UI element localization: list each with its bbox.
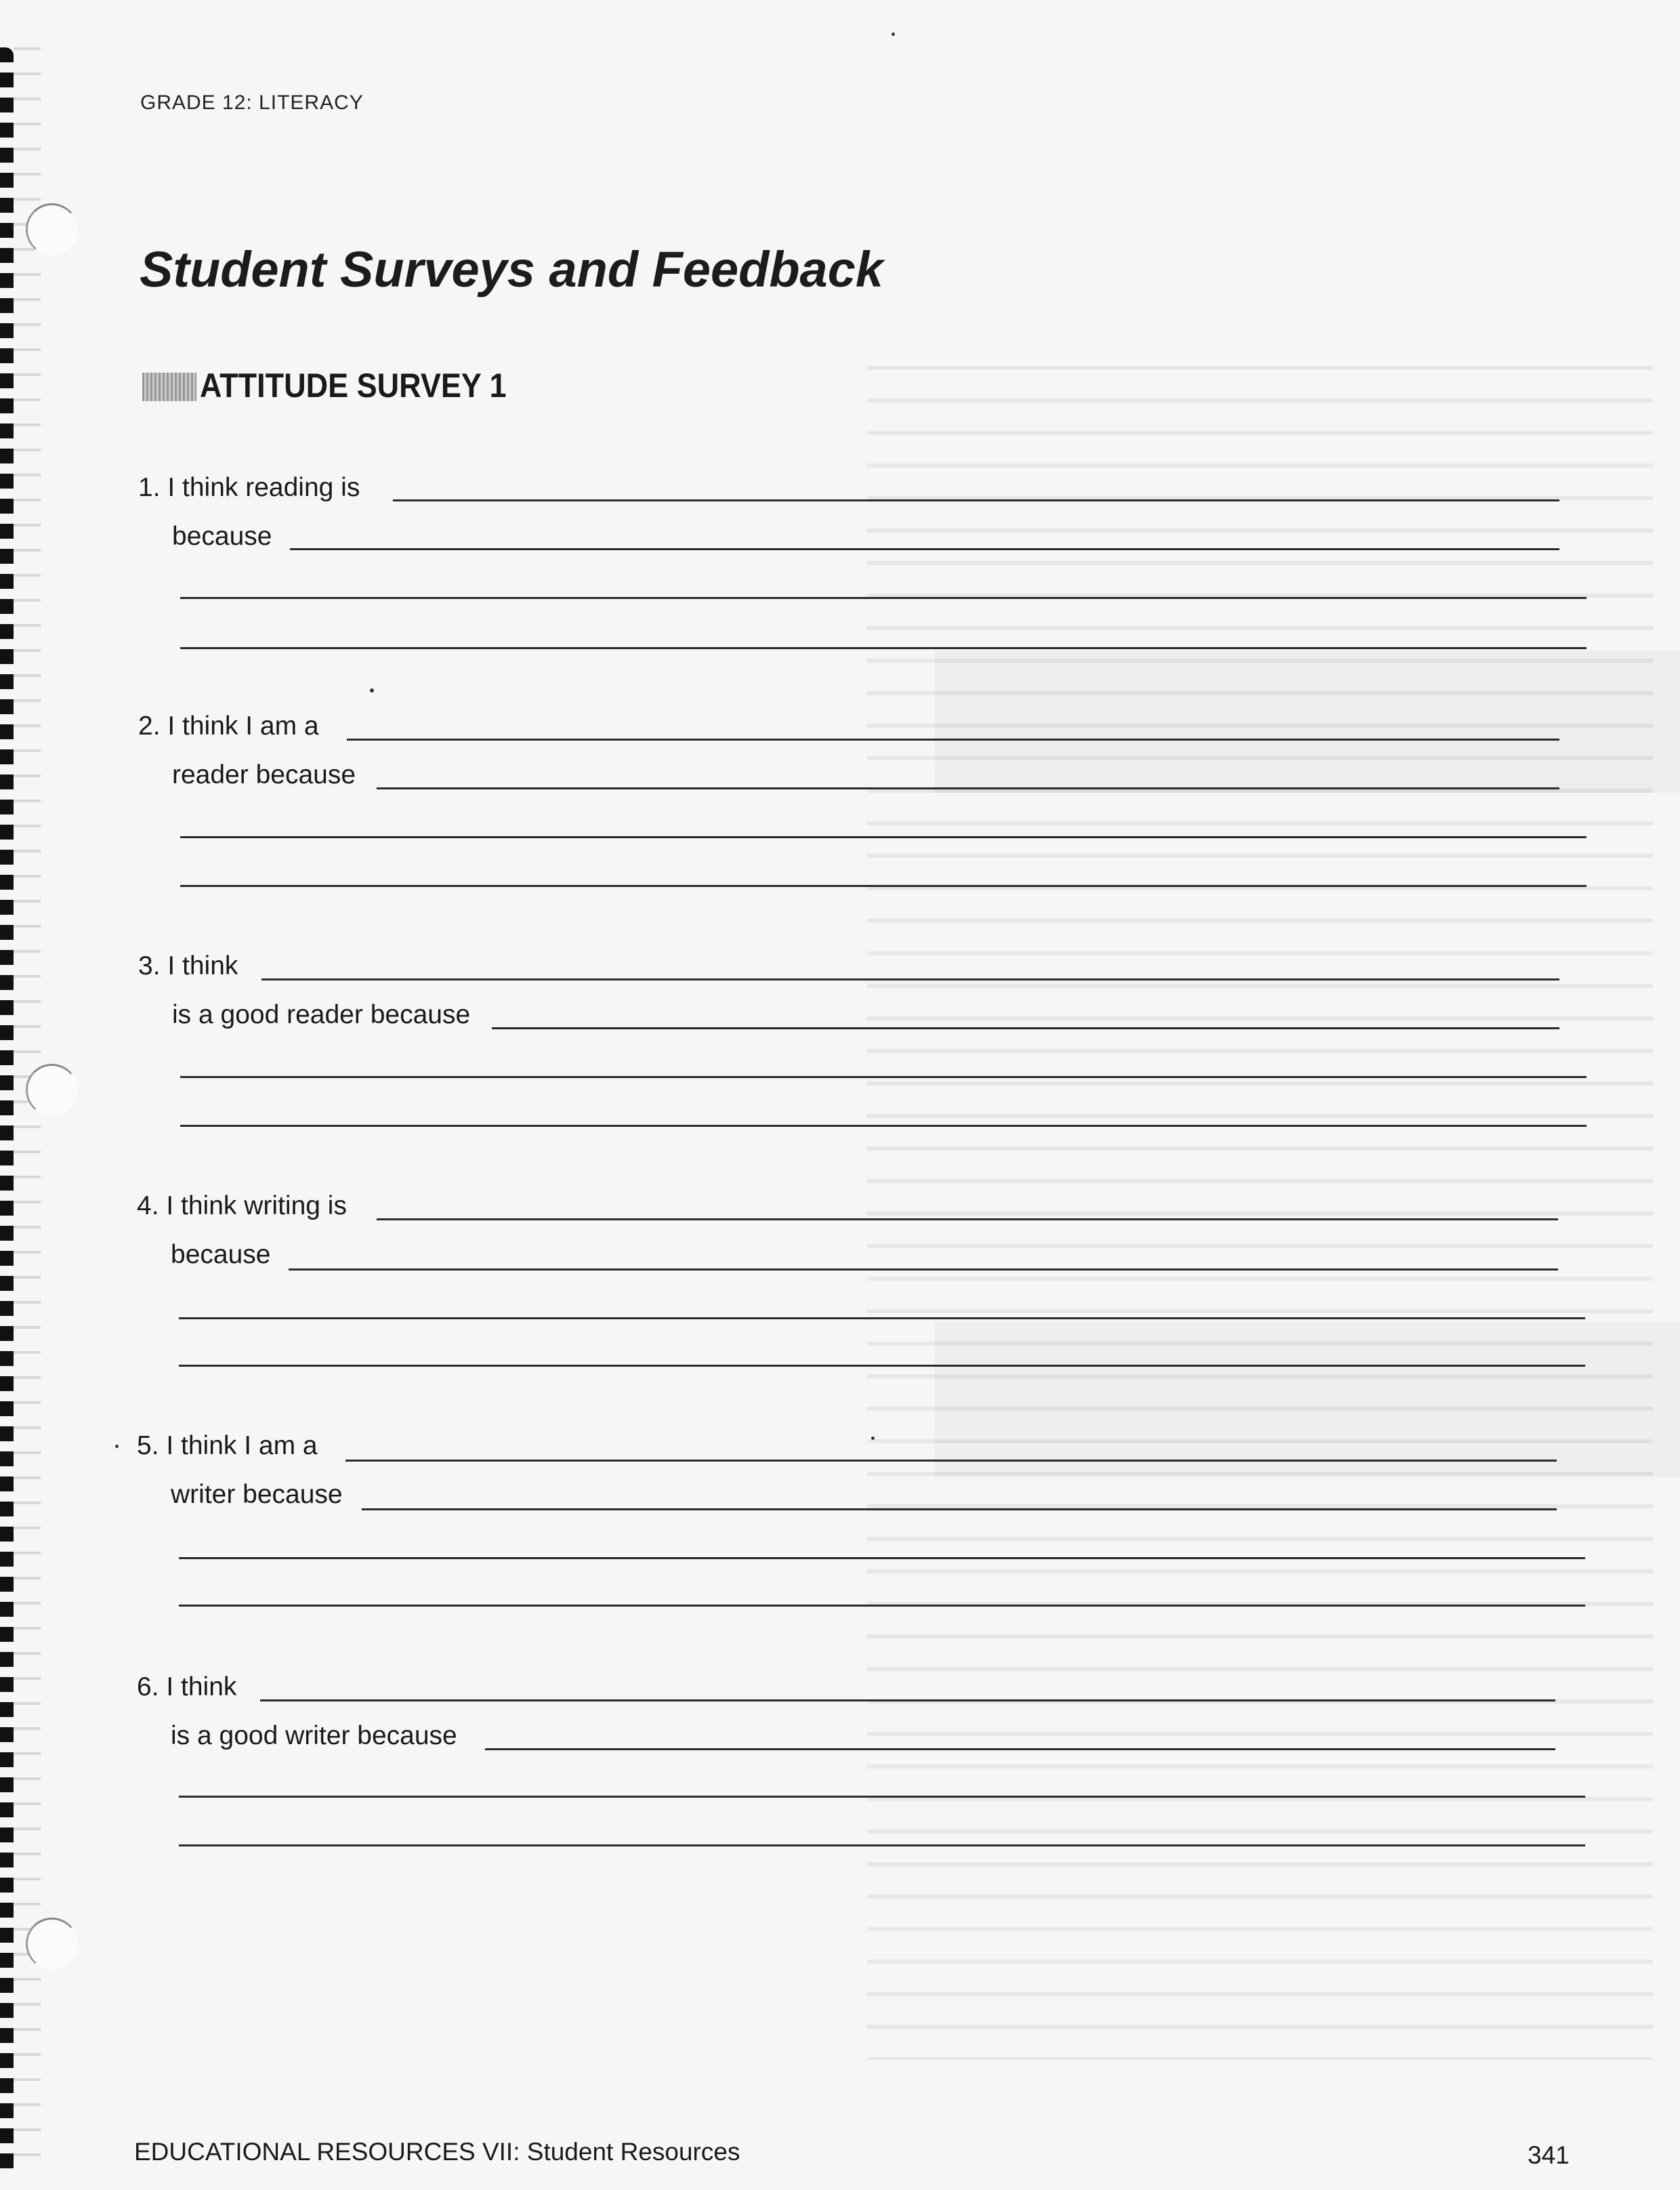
question-2-answer-line-2[interactable]: [377, 787, 1559, 789]
question-1-answer-line-4[interactable]: [180, 647, 1587, 649]
question-5-prompt: 5. I think I am a: [137, 1431, 318, 1460]
scan-speck: [370, 688, 374, 693]
question-2-answer-line-1[interactable]: [347, 739, 1559, 741]
question-4-answer-line-2[interactable]: [289, 1268, 1558, 1270]
question-1-answer-line-2[interactable]: [290, 548, 1559, 550]
question-3-answer-line-2[interactable]: [492, 1027, 1559, 1029]
scan-speck: [891, 33, 895, 36]
binder-hole-middle: [26, 1064, 78, 1116]
question-4-prompt: 4. I think writing is: [137, 1191, 347, 1220]
binder-hole-bottom: [26, 1918, 78, 1970]
question-4-answer-line-3[interactable]: [179, 1317, 1585, 1319]
question-4-answer-line-4[interactable]: [179, 1365, 1585, 1367]
question-6-answer-line-3[interactable]: [179, 1796, 1585, 1798]
question-1-because: because: [172, 522, 272, 551]
question-6-answer-line-4[interactable]: [179, 1844, 1585, 1846]
scan-speck: [871, 1437, 875, 1440]
question-2-because: reader because: [172, 760, 356, 789]
section-title: ATTITUDE SURVEY 1: [200, 367, 507, 405]
question-5-because: writer because: [171, 1480, 343, 1509]
scan-speck: [115, 1445, 119, 1448]
bleed-through-lines: [867, 366, 1653, 2060]
question-5-answer-line-3[interactable]: [179, 1557, 1585, 1559]
question-5-answer-line-4[interactable]: [179, 1605, 1585, 1607]
question-5-answer-line-1[interactable]: [345, 1460, 1557, 1462]
question-3-answer-line-4[interactable]: [180, 1125, 1587, 1127]
page-title: Student Surveys and Feedback: [140, 241, 884, 297]
question-2-prompt: 2. I think I am a: [138, 711, 319, 741]
page-header: GRADE 12: LITERACY: [140, 91, 364, 114]
question-3-prompt: 3. I think: [138, 951, 238, 980]
question-6-prompt: 6. I think: [137, 1672, 237, 1701]
question-2-answer-line-4[interactable]: [180, 885, 1587, 887]
question-3-because: is a good reader because: [172, 1000, 471, 1029]
question-1-prompt: 1. I think reading is: [138, 473, 360, 502]
binder-hole-top: [26, 203, 78, 255]
question-3-answer-line-3[interactable]: [180, 1076, 1587, 1078]
question-6-answer-line-1[interactable]: [260, 1699, 1555, 1701]
section-marker: [142, 373, 196, 401]
question-6-because: is a good writer because: [171, 1721, 457, 1750]
question-3-answer-line-1[interactable]: [261, 978, 1559, 980]
question-4-because: because: [171, 1240, 271, 1269]
spiral-binding: [0, 47, 14, 2175]
bleed-through-shade: [935, 650, 1680, 793]
question-5-answer-line-2[interactable]: [362, 1508, 1557, 1510]
question-2-answer-line-3[interactable]: [180, 836, 1587, 838]
footer-resource-title: EDUCATIONAL RESOURCES VII: Student Resources: [134, 2138, 740, 2166]
page-number: 341: [1528, 2141, 1570, 2169]
question-6-answer-line-2[interactable]: [485, 1748, 1555, 1750]
question-4-answer-line-1[interactable]: [377, 1218, 1558, 1220]
bleed-through-shade-lower: [935, 1321, 1680, 1477]
question-1-answer-line-1[interactable]: [393, 499, 1559, 501]
question-1-answer-line-3[interactable]: [180, 597, 1587, 599]
